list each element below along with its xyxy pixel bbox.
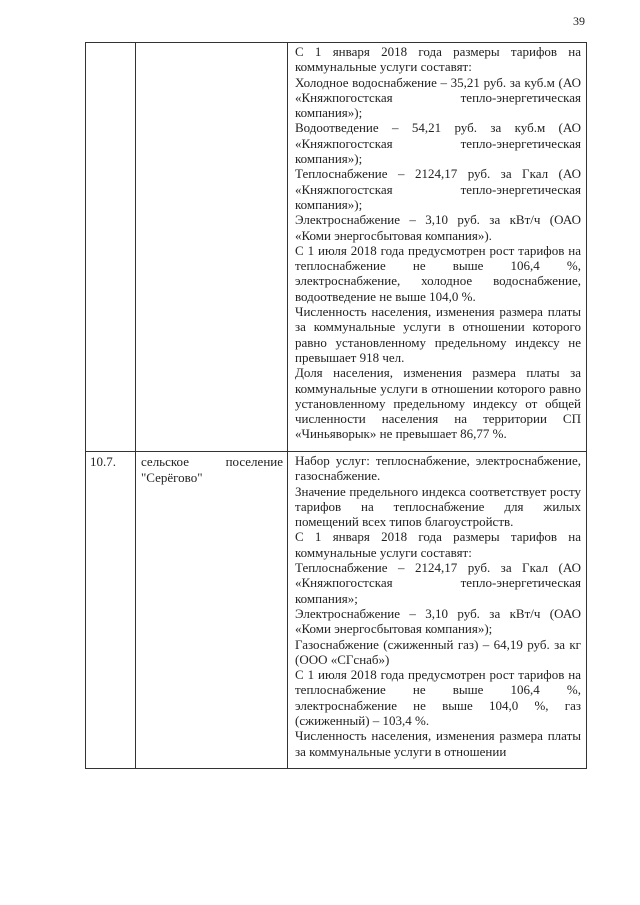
table-row — [86, 43, 587, 452]
paragraph: Газоснабжение (сжиженный газ) – 64,19 руб. за кг (ООО «СГснаб») — [295, 636, 581, 667]
paragraph: Электроснабжение – 3,10 руб. за кВт/ч (ОАО «Коми энергосбытовая компания»). — [295, 212, 581, 243]
paragraph: С 1 июля 2018 года предусмотрен рост тарифов на теплоснабжение не выше 106,4 %, электроснабжение не выше 104,0 %, газ (сжиженный) – 103,4 %. — [295, 667, 581, 729]
municipality-name — [136, 43, 288, 452]
paragraph: Холодное водоснабжение – 35,21 руб. за куб.м (АО «Княжпогостская тепло-энергетическая компания»); — [295, 74, 581, 121]
paragraph: С 1 июля 2018 года предусмотрен рост тарифов на теплоснабжение не выше 106,4 %, электроснабжение, холодное водоснабжение, водоотведение не выше 104,0 %. — [295, 242, 581, 304]
tariff-table — [85, 42, 587, 769]
page-number: 39 — [573, 14, 585, 28]
paragraph: Численность населения, изменения размера платы за коммунальные услуги в отношении которого равно установленному предельному индексу не превышает 918 чел. — [295, 304, 581, 365]
paragraph: Значение предельного индекса соответствует росту тарифов на теплоснабжение для жилых помещений всех типов благоустройств. — [295, 483, 581, 530]
paragraph: Набор услуг: теплоснабжение, электроснабжение, газоснабжение. — [295, 453, 581, 484]
paragraph: С 1 января 2018 года размеры тарифов на коммунальные услуги составят: — [295, 529, 581, 560]
paragraph: С 1 января 2018 года размеры тарифов на коммунальные услуги составят: — [295, 44, 581, 75]
municipality-name: сельское поселение "Серёгово" — [136, 452, 288, 769]
paragraph: Доля населения, изменения размера платы за коммунальные услуги в отношении которого равно установленному предельному индексу от общей численности населения на территории СП «Чиньяворык» не превышает 86,77 %. — [295, 365, 581, 442]
paragraph: Численность населения, изменения размера платы за коммунальные услуги в отношении — [295, 728, 581, 759]
row-number — [86, 43, 136, 452]
paragraph: Теплоснабжение – 2124,17 руб. за Гкал (АО «Княжпогостская тепло-энергетическая компания»); — [295, 166, 581, 212]
paragraph: Теплоснабжение – 2124,17 руб. за Гкал (АО «Княжпогостская тепло-энергетическая компания»; — [295, 560, 581, 606]
table-row — [86, 452, 587, 769]
row-number: 10.7. — [86, 452, 136, 769]
tariff-description — [288, 43, 587, 452]
tariff-description — [288, 452, 587, 769]
paragraph: Водоотведение – 54,21 руб. за куб.м (АО «Княжпогостская тепло-энергетическая компания»); — [295, 120, 581, 167]
paragraph: Электроснабжение – 3,10 руб. за кВт/ч (ОАО «Коми энергосбытовая компания»); — [295, 605, 581, 637]
